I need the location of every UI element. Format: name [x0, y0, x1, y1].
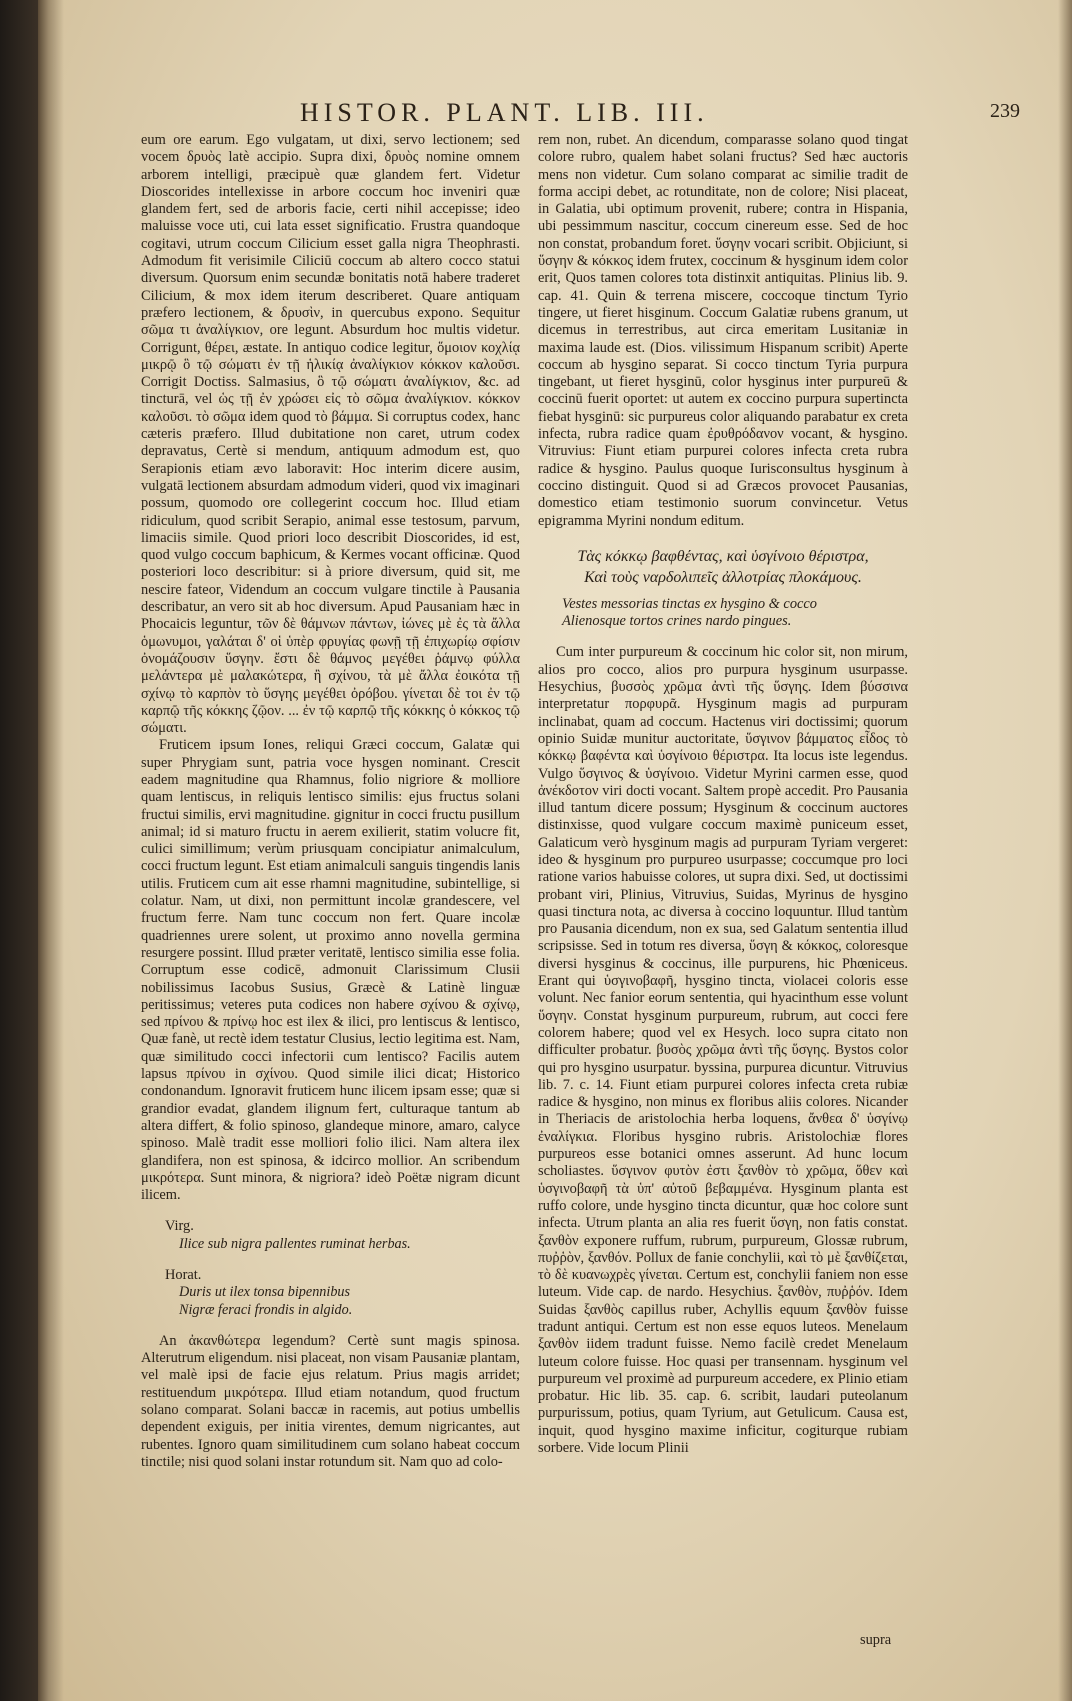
running-header: [300, 98, 1020, 128]
left-paragraph-2: Fruticem ipsum Iones, reliqui Græci coccum, Galatæ qui super Phrygiam sunt, patria voce hysgen nominant. Crescit eadem magnitudine qua Rhamnus, folio nigriore & molliore quam lentiscus, in reliquis lentisco similis: ejus fructus solani fructui similis, ervi magnitudine. gignitur in cocci fructu pusillum animal; id si maturo fructu in aerem exilierit, statim volucre fit, culici simillimum; verùm priusquam concipiatur animalculum, cocci fructum legunt. Est etiam animalculi sanguis tingendis lanis utilis. Fruticem cum ait esse rhamni magnitudine, subintellige, si colatur. Nam, ut dixi, non permittunt incolæ grandescere, vel fructum ferre. Nam tunc coccum non fert. Quare incolæ quadriennes urere solent, ut proximo anno novella germina resurgere possint. Illud præter veritatē, lentisco similia esse folia. Corruptum esse codicē, admonuit Clarissimum Clusii nobilissimus Iacobus Susius, Græcè & Latinè linguæ peritissimus; veteres puta codices non habere σχίνου & σχίνῳ, sed πρίνου & πρίνῳ hoc est ilex & ilici, pro lentiscus & lentisco, Quæ fanè, ut rectè idem testatur Clusius, lectio legitima est. Nam, quæ similitudo cocci infectorii cum lentisco? Facilis autem lapsus πρίνου in σχίνου. Quod simile ilici dicat; Historico condonandum. Ignoravit fruticem hunc ilicem ipsam esse; quæ si grandior evadat, glandem ilignum fert, culturaque tantum ab altera differt, & folio spinoso, glandeque minore, amaro, calyce spinoso. Malè tradit esse molliori folio ilici. Nam altera ilex glandifera, non est spinosa, & idcirco mollior. An scribendum μικρότερα. Sunt minora, & nigriora? ideò Poëtæ nigram dicunt ilicem.: [141, 737, 520, 1204]
left-paragraph-1: eum ore earum. Ego vulgatam, ut dixi, servo lectionem; sed vocem δρυὸς latè accipio. Supra dixi, δρυὸς nomine omnem arborem intelligi, præcipuè quæ glandem fert. Videtur Dioscorides intellexisse in arbore coccum hoc inveniri quæ glandem fert, sed de arboris facie, certi nihil accepisse; ideo maluisse voce uti, cui lata esset significatio. Frustra quandoque cogitavi, utrum coccum Cilicium esset galla nigra Theophrasti. Admodum fit verisimile Ciliciū coccum ab altero cocco statui diversum. Quorsum enim secundæ bonitatis notā habere traderet Cilicium, & mox idem iterum describeret. Quare antiquam præfero lectionem, & δρυσὶν, in quercubus expono. Sequitur σῶμα τι ἀναλίγκιον, ore legunt. Absurdum hoc multis videtur. Corrigunt, θέρει, æstate. In antiquo codice legitur, ὅμοιον κοχλίᾳ μικρῷ ὃ τῷ σώματι ἐν τῇ ἡλικίᾳ ἀναλίγκιον κόκκον καλοῦσι. Corrigit Doctiss. Salmasius, ὃ τῷ σώματι ἀναλίγκιον, &c. ad tincturā, vel ὡς τῇ ἐν χρώσει εἰς τὸ σῶμα ἀναλίγκιον. κόκκον καλοῦσι. τὸ σῶμα idem quod τὸ βάμμα. Si corruptus codex, hanc cæteris præfero. Illud dubitatione non caret, utrum codex depravatus, Certè si mendum, antiquum admodum est, quo Serapionis etiam ævo laboravit: Hoc interim dicere ausim, vulgatā lectionem absurdam admodum videri, quod vix imaginari possum, quomodo ore collegerint coccum hoc. Illud etiam ridiculum, quod scribit Serapio, animal esse testosum, parvum, limaciis simile. Quod priori loco describit Dioscorides, id est, quod vulgo coccum baphicum, & Kermes vocant officinæ. Quod posteriori loco describitur: si à priore diversum, quid sit, me nescire fateor, Videndum an coccum vulgare tinctile à Pausania describatur, an vero sit ab hoc diversum. Apud Pausaniam hæc in Phocaicis leguntur, τῶν δὲ θάμνων πάντων, ἰώνες μὲ ἐς τὰ ἄλλα ὁμωνυμοι, γαλάται δ' οἱ ὑπὲρ φρυγίας φωνῇ τῇ ἐπιχωρίῳ σφίσιν ὀνομάζουσιν ὕσγην. ἔστι δὲ θάμνος μεγέθει ῥάμνῳ φύλλα μελάντερα μὲ μαλακώτερα, ἢ σχίνου, τὰ μὲ ἄλλα ἐοικότα τῇ σχίνῳ τὸ καρπὸν τὸ ὕσγης μεγέθει ὀρόβου. γίνεται δὲ τοι ἐν τῷ καρπῷ τῆς κόκκης ζῷον. ... ἐν τῷ καρπῷ τῆς κόκκης ὁ κόκκος τῷ σώματι.: [141, 132, 520, 737]
latin-translation-line-1: Vestes messorias tinctas ex hysgino & cocco: [562, 595, 817, 612]
book-spine-shadow: [0, 0, 38, 1701]
gutter-shadow: [38, 0, 64, 1701]
running-title: HISTOR. PLANT. LIB. III.: [300, 98, 709, 127]
greek-epigram-line-2: Καὶ τοὺς ναρδολιπεῖς ἀλλοτρίας πλοκάμους.: [584, 568, 862, 586]
left-column: [141, 132, 520, 1471]
right-paragraph-2: Cum inter purpureum & coccinum hic color sit, non mirum, alios pro cocco, alios pro purpura hysginum usurpasse. Hesychius, βυσσὸς χρῶμα ἀντὶ τῆς ὕσγης. Idem βύσσινα interpretatur πορφυρᾶ. Hysginum magis ad purpuram inclinabat, quam ad coccum. Hactenus viri doctissimi; quorum opinio Suidæ munitur auctoritate, ὕσγινον βάμματος εἶδος τὸ κόκκῳ βαφέντα καὶ ὑσγίνοιο θέριστρα. Ita locus iste legendus. Vulgo ὕσγινος & ὑσγίνοιο. Videtur Myrini carmen esse, quod ἀνέκδοτον viri docti vocant. Saltem propè accedit. Pro Pausania illud tantum dicere possum; Hysginum & coccinum auctores distinxisse, quod vulgare coccum maximè puniceum esset, Galaticum verò hysginum magis ad purpuram Tyriam vergeret: ideo & hysginum pro purpureo usurpasse; coccumque pro loci ratione varios habuisse colores, ut supra dixi. Sed, ut doctissimi probant viri, Plinius, Vitruvius, Suidas, Myrinus de hysgino quasi tinctura nota, ac diversa à coccino loquuntur. Illud tantùm pro Pausania dicendum, non ex sua, sed Galatum sententia illud scripsisse. Sed in totum res diversa, ὕσγη & κόκκος, coloresque diversi hysginus & coccinus, ille purpurens, hic Phœniceus. Erant qui ὑσγινοβαφῆ, hysgino tincta, violacei coloris esse volunt. Nec fanior eorum sententia, qui hyacinthum esse volunt ὕσγην. Constat hysginum purpureum, rubrum, aut cocci fere colorem habere; quod vel ex Hesych. loco supra citato non difficulter probatur. βυσὸς χρῶμα ἀντὶ τῆς ὕσγης. Bystos color qui pro hysgino usurpatur. byssina, purpurea dicuntur. Vitruvius lib. 7. c. 14. Fiunt etiam purpurei colores infecta creta rubiæ radice & hysgino, non minus ex floribus aliis colores. Nicander in Theriacis de aristolochia herba loquens, ἄνθεα δ' ὑσγίνῳ ἐναλίγκια. Floribus hysgino rubris. Aristolochiæ flores purpureos esse botanici omnes asserunt. Ad hunc locum scholiastes. ὕσγινον φυτὸν ἐστι ξανθὸν τὸ χρῶμα, ὅθεν καὶ ὑσγινοβαφῆ τὰ ὑπ' αὐτοῦ βεβαμμένα. Hysginum planta est ruffo colore, unde hysgino tincta dicuntur, quæ hoc colore sunt infecta. Utrum planta an alia res fuerit ὕσγη, non fatis constat. ξανθὸν exponere ruffum, rubrum, purpureum, Glossæ rubrum, πυῤῥὸν, ξανθόν. Pollux de fanie conchylii, καὶ τὸ μὲ ξανθίζεται, τὸ δὲ κυανωχρὲς γίνεται. Certum est, conchylii faniem non esse luteum. Vide cap. de nardo. Hesychius. ξανθὸν, πυῤῥόν. Idem Suidas ξανθὸς capillus ruber, Achyllis equum ξανθὸν fuisse tradunt antiqui. Certum est non esse equos luteos. Menelaum ξανθὸν iidem tradunt fuisse. Nemo facilè credet Menelaum luteum colore fuisse. Hoc quasi per transennam. hysginum vel purpureum vel proximè ad purpureum accedere, ex Plinio etiam probatur. Hic lib. 35. cap. 6. scribit, laudari puteolanum purpurissum, potius, quam Tyrium, aut Getulicum. Causa est, inquit, quod hysgino maxime inficitur, cogiturque rubiam sorbere. Vide locum Plinii: [538, 644, 908, 1457]
quote-horace-line-2: Nigræ feraci frondis in algido.: [179, 1301, 353, 1318]
page-number: 239: [990, 100, 1020, 122]
right-column: [538, 132, 908, 1457]
quote-virgil-line: Ilice sub nigra pallentes ruminat herbas.: [179, 1235, 411, 1252]
left-paragraph-closing: An ἀκανθώτερα legendum? Certè sunt magis spinosa. Alterutrum eligendum. nisi placeat, non visam Pausaniæ plantam, vel malè ipsi de facie ejus relatum. Prius magis arridet; restituendum μικρότερα. Illud etiam notandum, quod fructum solano comparat. Solani baccæ in racemis, aut potius umbellis dependent exiguis, per initia virentes, demum nigricantes, aut rubentes. Ignoro quam similitudinem cum solano habeat coccum tinctile; nisi quod solani instar rotundum sit. Nam quo ad colo-: [141, 1332, 520, 1470]
quote-horace: [141, 1267, 520, 1319]
quote-horace-line-1: Duris ut ilex tonsa bipennibus: [179, 1284, 351, 1301]
right-paragraph-1: rem non, rubet. An dicendum, comparasse solano quod tingat colore rubro, qualem habet solani fructus? Sed hæc auctoris mens non videtur. Cum solano comparat ac similie tradit de forma accipi debet, ac rotunditate, non de colore; Nisi placeat, in Galatia, ubi optimum provenit, rubere; contra in Hispania, ubi pessimmum nascitur, coccum cinereum esse. Sed de hoc non constat, probandum foret. ὕσγην vocari scribit. Objiciunt, si ὕσγην & κόκκος idem frutex, coccinum & hysginum idem color erit, Quos tamen colores tota distinxit antiquitas. Plinius lib. 9. cap. 41. Quin & terrena miscere, coccoque tinctum Tyrio tingere, ut fieret hisginum. Coccum Galatiæ rubens granum, ut dicemus in terrestribus, aut circa emeritam Lusitaniæ in maxima laude est. (Dios. vilissimum Hispanum scribit) Aperte coccum ab hysgino separat. Si cocco tinctum Tyria purpura tingebant, ut fieret hysginū, color hysginus inter purpureū & coccinū fuerit oportet: ut autem ex coccino purpura supertincta fiebat hysginū: sic purpureus color aliquando parabatur ex creta infecta, rubra radice quam ἐρυθρόδανον vocant, & hysgino. Vitruvius: Fiunt etiam purpurei colores infecta creta rubra radice & hysgino. Paulus quoque Iurisconsultus hysginum à coccino distinguit. Quod si ad Græcos provocet Pausanias, domestico etiam testimonio suorum convincetur. Vetus epigramma Myrini nondum editum.: [538, 132, 908, 529]
greek-epigram: [538, 546, 908, 588]
latin-translation-line-2: Alienosque tortos crines nardo pingues.: [562, 613, 792, 630]
quote-virgil: [141, 1218, 520, 1253]
page-edge-shadow: [1058, 0, 1072, 1701]
greek-epigram-line-1: Τὰς κόκκῳ βαφθέντας, καὶ ὑσγίνοιο θέριστρα,: [577, 547, 869, 565]
quote-virgil-author: Virg.: [165, 1218, 194, 1235]
latin-translation: [562, 596, 908, 631]
quote-horace-author: Horat.: [165, 1267, 202, 1283]
catchword: supra: [860, 1632, 892, 1648]
